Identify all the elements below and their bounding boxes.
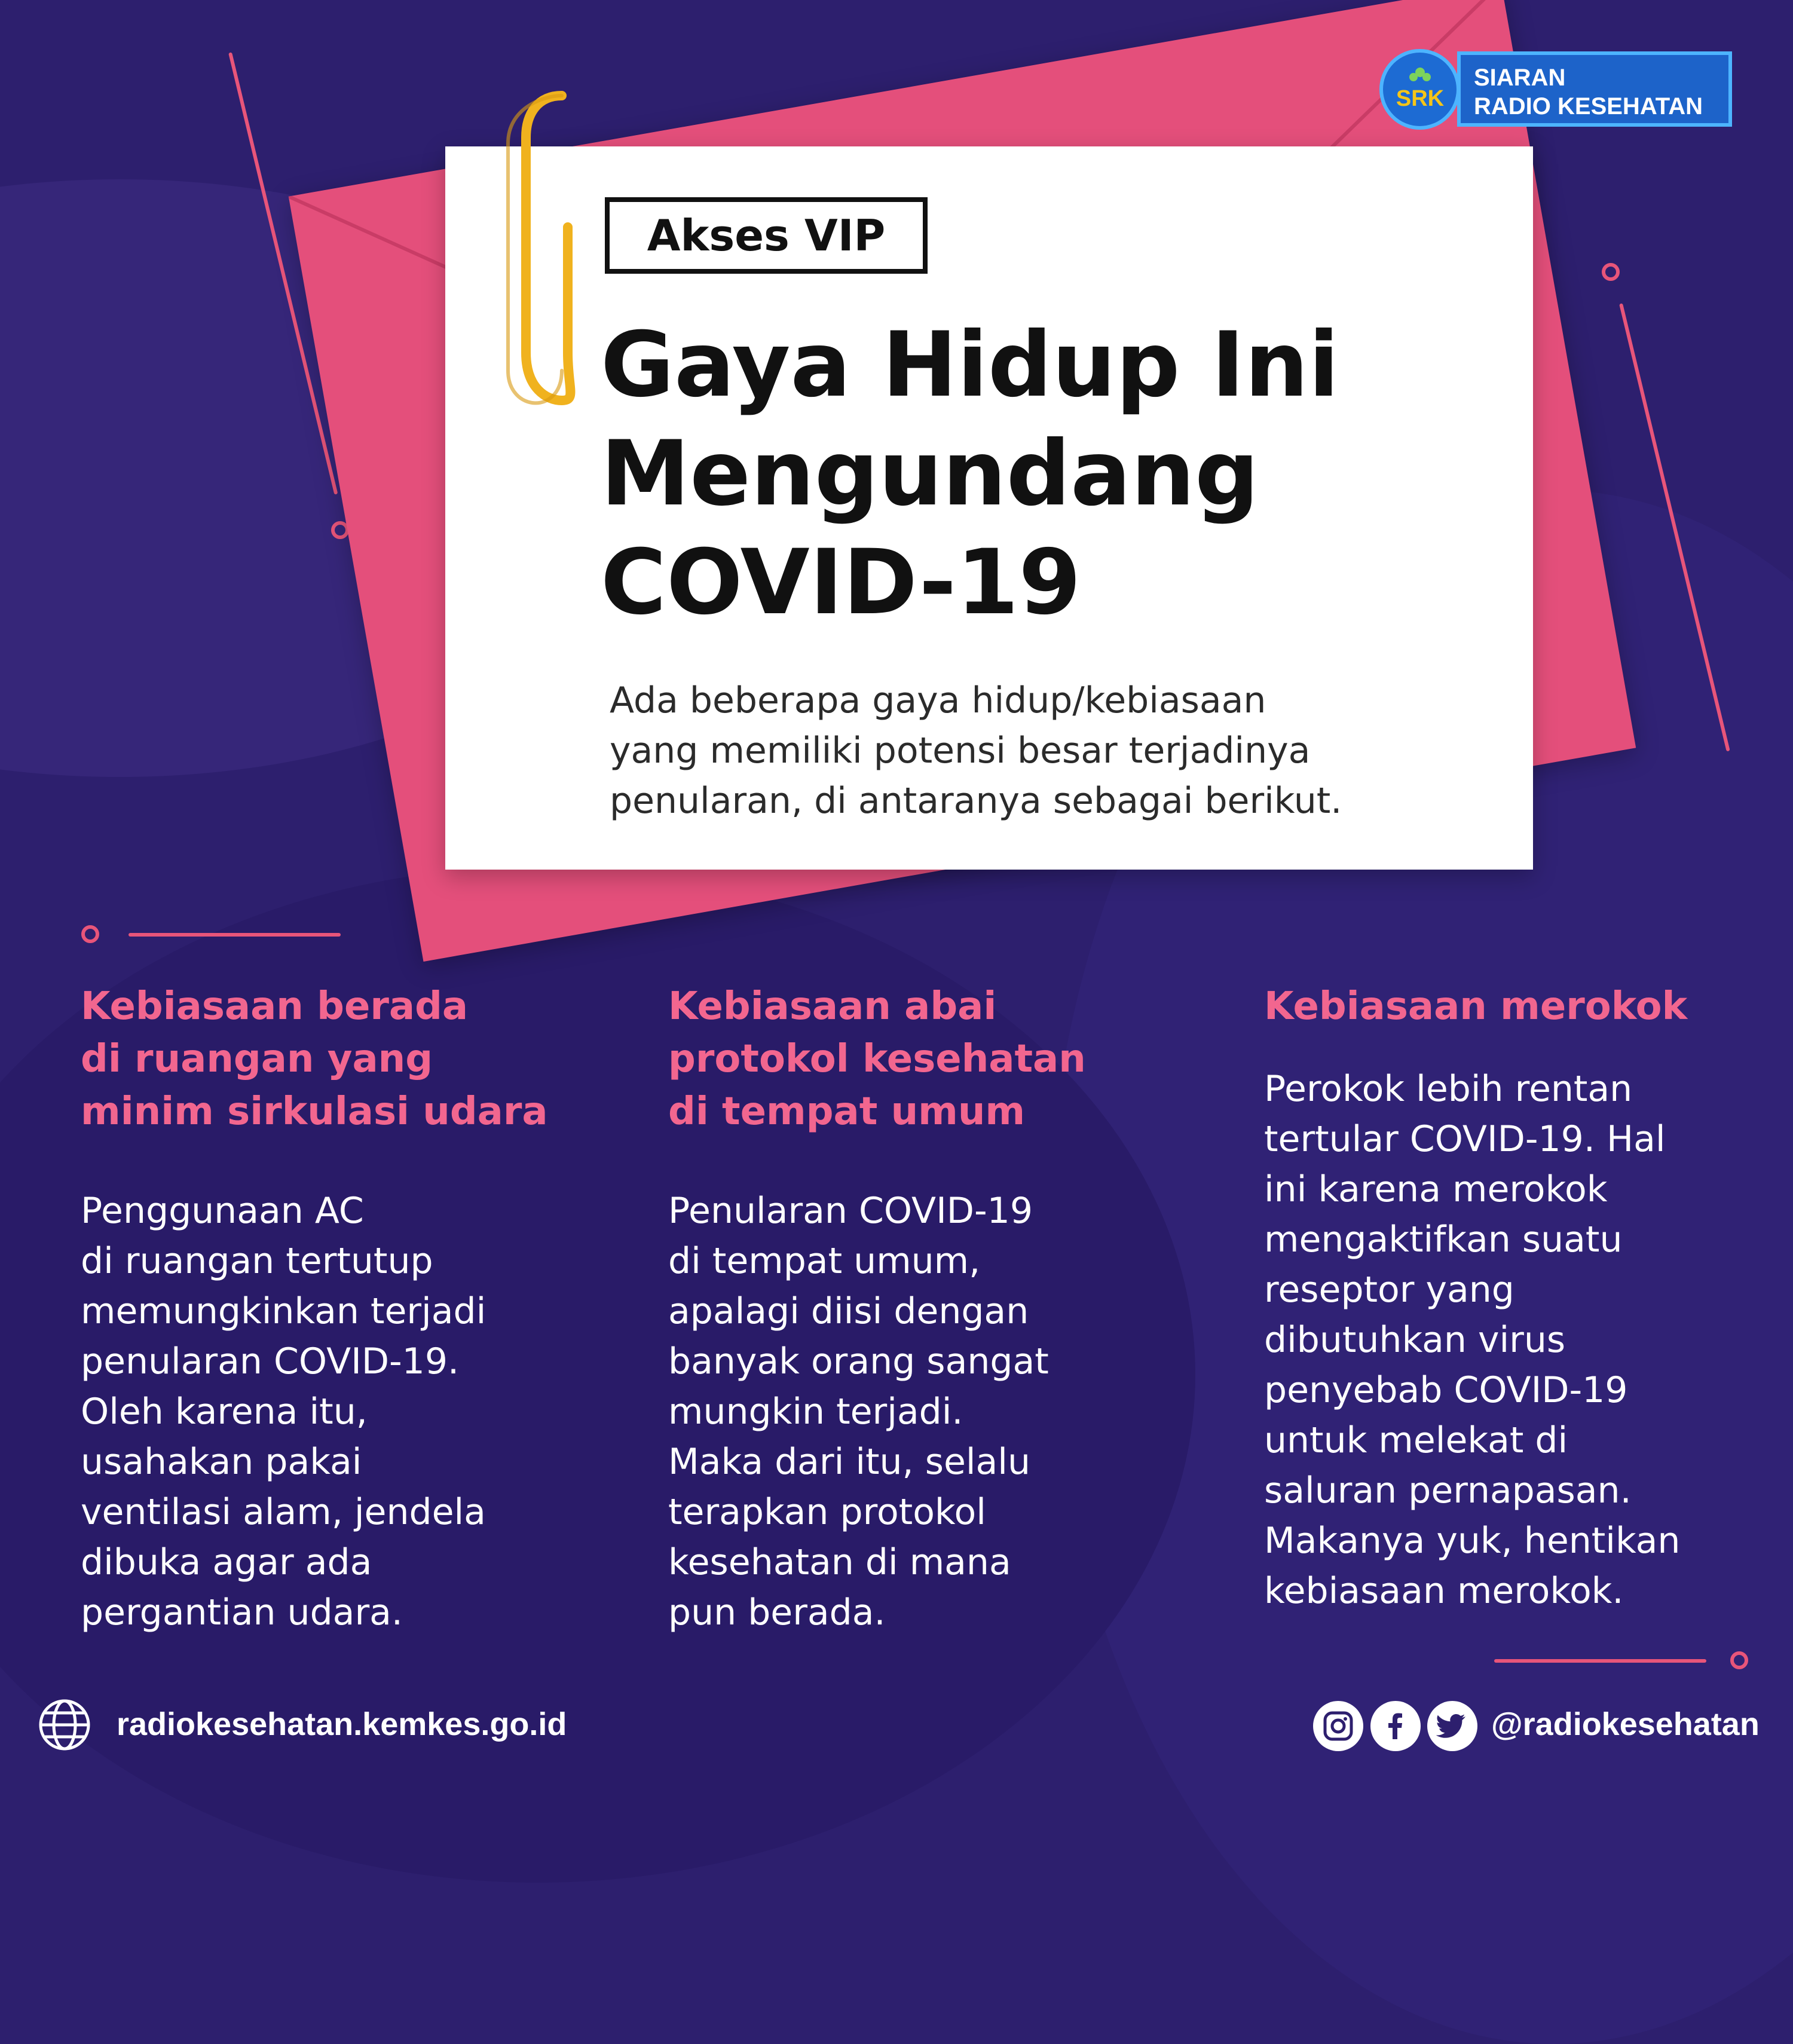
logo-line: SIARAN: [1474, 65, 1566, 91]
tip-title-line: Kebiasaan abai: [668, 984, 997, 1029]
tip-body-line: usahakan pakai: [81, 1441, 362, 1483]
tip-body-line: terapkan protokol: [668, 1491, 986, 1533]
tip-body-line: Makanya yuk, hentikan: [1264, 1520, 1681, 1562]
headline-line: Gaya Hidup Ini: [601, 313, 1339, 417]
tip-body-line: di ruangan tertutup: [81, 1240, 433, 1282]
tip-body-line: tertular COVID-19. Hal: [1264, 1118, 1666, 1160]
tip-body-line: reseptor yang: [1264, 1269, 1514, 1311]
tip-body-line: Oleh karena itu,: [81, 1391, 368, 1433]
decorative-line: [1494, 1659, 1706, 1663]
tip-body-line: Perokok lebih rentan: [1264, 1068, 1633, 1110]
decorative-line: [128, 933, 341, 937]
tip-body-line: kesehatan di mana: [668, 1541, 1011, 1583]
tip-column-smoking: [1264, 980, 1778, 1616]
tip-title: [1264, 980, 1778, 1033]
tip-body-line: mengaktifkan suatu: [1264, 1219, 1623, 1260]
tip-title-line: di tempat umum: [668, 1090, 1026, 1134]
tip-body-line: ventilasi alam, jendela: [81, 1491, 486, 1533]
srk-mark-text: SRK: [1396, 85, 1444, 111]
website-link[interactable]: radiokesehatan.kemkes.go.id: [117, 1706, 567, 1742]
tip-body-line: untuk melekat di: [1264, 1419, 1568, 1461]
decorative-ring: [1730, 1651, 1748, 1669]
tip-body-line: saluran pernapasan.: [1264, 1470, 1632, 1511]
paperclip-icon: [472, 90, 580, 418]
tip-title: [668, 980, 1206, 1138]
tip-body: [81, 1186, 619, 1638]
tip-body-line: di tempat umum,: [668, 1240, 981, 1282]
badge-akses-vip: Akses VIP: [605, 197, 928, 274]
tip-body-line: dibuka agar ada: [81, 1541, 372, 1583]
logo-line: RADIO KESEHATAN: [1474, 93, 1703, 120]
tip-body-line: pun berada.: [668, 1592, 886, 1633]
headline-line: COVID-19: [601, 531, 1081, 635]
srk-logo-mark: [1379, 49, 1460, 130]
srk-logo: [1379, 49, 1738, 130]
intro-line: penularan, di antaranya sebagai berikut.: [610, 780, 1342, 822]
intro-text: [610, 675, 1506, 826]
tip-body-line: dibutuhkan virus: [1264, 1319, 1566, 1361]
tip-body-line: Penularan COVID-19: [668, 1190, 1033, 1232]
tip-body-line: banyak orang sangat: [668, 1341, 1049, 1382]
intro-line: yang memiliki potensi besar terjadinya: [610, 730, 1311, 772]
tip-body-line: Penggunaan AC: [81, 1190, 364, 1232]
tip-title-line: di ruangan yang: [81, 1037, 433, 1081]
srk-mark-icon: [1387, 57, 1453, 123]
srk-logo-text: [1457, 51, 1732, 127]
tip-title-line: protokol kesehatan: [668, 1037, 1086, 1081]
tip-body-line: pergantian udara.: [81, 1592, 403, 1633]
decorative-ring: [81, 925, 99, 943]
instagram-icon[interactable]: [1313, 1701, 1363, 1751]
tip-title-line: Kebiasaan merokok: [1264, 984, 1688, 1029]
tip-body-line: memungkinkan terjadi: [81, 1290, 487, 1332]
tip-body-line: penyebab COVID-19: [1264, 1369, 1628, 1411]
decorative-ring: [1602, 263, 1620, 281]
tip-column-protocol: [668, 980, 1206, 1638]
social-handle[interactable]: @radiokesehatan: [1491, 1706, 1760, 1742]
tip-body-line: apalagi diisi dengan: [668, 1290, 1029, 1332]
headline: [601, 311, 1485, 637]
tip-body: [668, 1186, 1206, 1638]
tip-body-line: Maka dari itu, selalu: [668, 1441, 1031, 1483]
twitter-icon[interactable]: [1427, 1701, 1477, 1751]
tip-body-line: ini karena merokok: [1264, 1168, 1608, 1210]
tip-title-line: minim sirkulasi udara: [81, 1090, 548, 1134]
headline-line: Mengundang: [601, 422, 1259, 526]
tip-body-line: penularan COVID-19.: [81, 1341, 460, 1382]
facebook-icon[interactable]: [1370, 1701, 1421, 1751]
tip-title: [81, 980, 619, 1138]
globe-icon: [37, 1697, 92, 1752]
tip-body: [1264, 1064, 1778, 1616]
intro-line: Ada beberapa gaya hidup/kebiasaan: [610, 680, 1266, 721]
tip-body-line: mungkin terjadi.: [668, 1391, 963, 1433]
tip-column-ventilation: [81, 980, 619, 1638]
tip-body-line: kebiasaan merokok.: [1264, 1570, 1624, 1612]
tip-title-line: Kebiasaan berada: [81, 984, 469, 1029]
